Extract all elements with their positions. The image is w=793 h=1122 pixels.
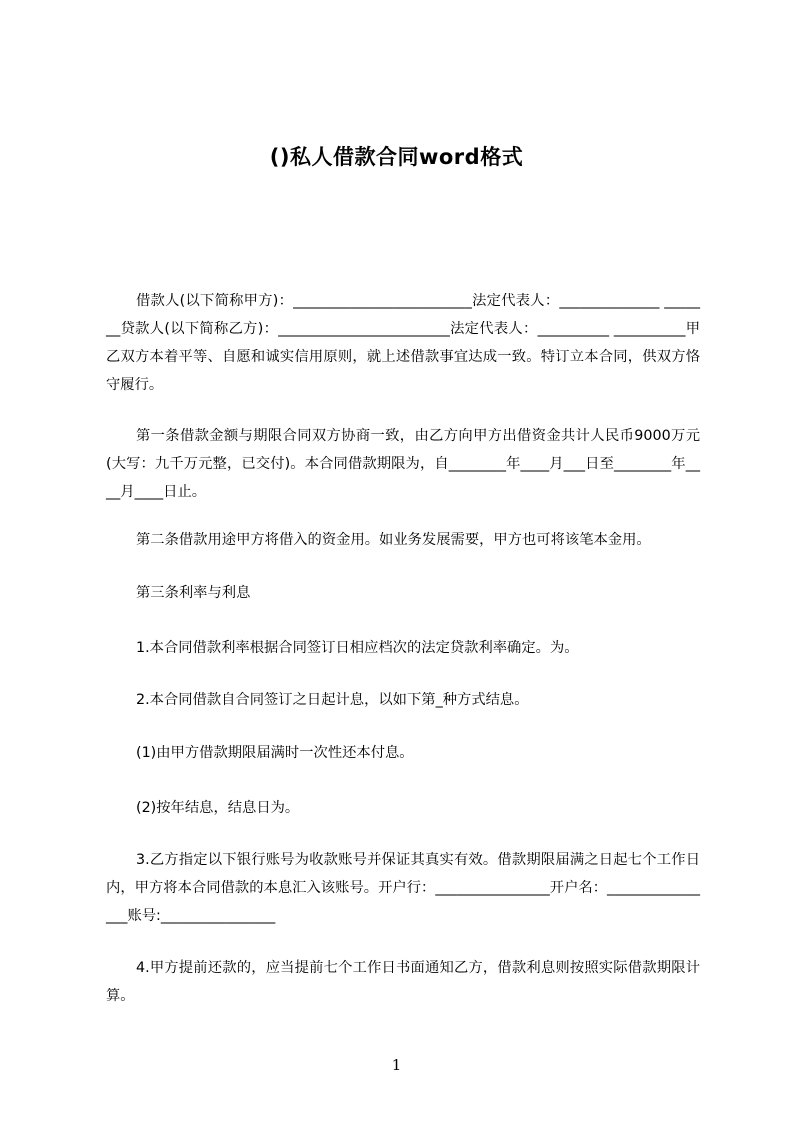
paragraph-clause-2-option-2: (2)按年结息，结息日为。 <box>136 800 300 816</box>
paragraph-clause-2-option-1: (1)由甲方借款期限届满时一次性还本付息。 <box>136 745 414 761</box>
paragraph-clause-2: 2.本合同借款自合同签订之日起计息，以如下第_种方式结息。 <box>136 692 529 708</box>
paragraph-clause-1: 1.本合同借款利率根据合同签订日相应档次的法定贷款利率确定。为。 <box>136 640 579 656</box>
paragraph-clause-3: 3.乙方指定以下银行账号为收款账号并保证其真实有效。借款期限届满之日起七个工作日内，甲方将本合同借款的本息汇入该账号。开户行：________________开户名：________________账号:________________ <box>106 852 700 924</box>
paragraph-article-2: 第二条借款用途甲方将借入的资金用。如业务发展需要，甲方也可将该笔本金用。 <box>136 532 651 548</box>
document-title: ()私人借款合同word格式 <box>269 145 524 169</box>
paragraph-article-3-heading: 第三条利率与利息 <box>136 585 251 601</box>
paragraph-article-1: 第一条借款金额与期限合同双方协商一致，由乙方向甲方出借资金共计人民币9000万元(大写：九千万元整，已交付)。本合同借款期限为，自________年____月___日至________年____月____日止。 <box>106 428 700 500</box>
page-number: 1 <box>391 1056 402 1074</box>
paragraph-parties: 借款人(以下简称甲方)：_________________________法定代表人：______________ _______贷款人(以下简称乙方)：________________________法定代表人：__________ __________甲乙双方本着平等、自愿和诚实信用原则，就上述借款事宜达成一致。特订立本合同，供双方恪守履行。 <box>106 293 700 393</box>
paragraph-clause-4: 4.甲方提前还款的，应当提前七个工作日书面通知乙方，借款利息则按照实际借款期限计算。 <box>106 960 700 1004</box>
